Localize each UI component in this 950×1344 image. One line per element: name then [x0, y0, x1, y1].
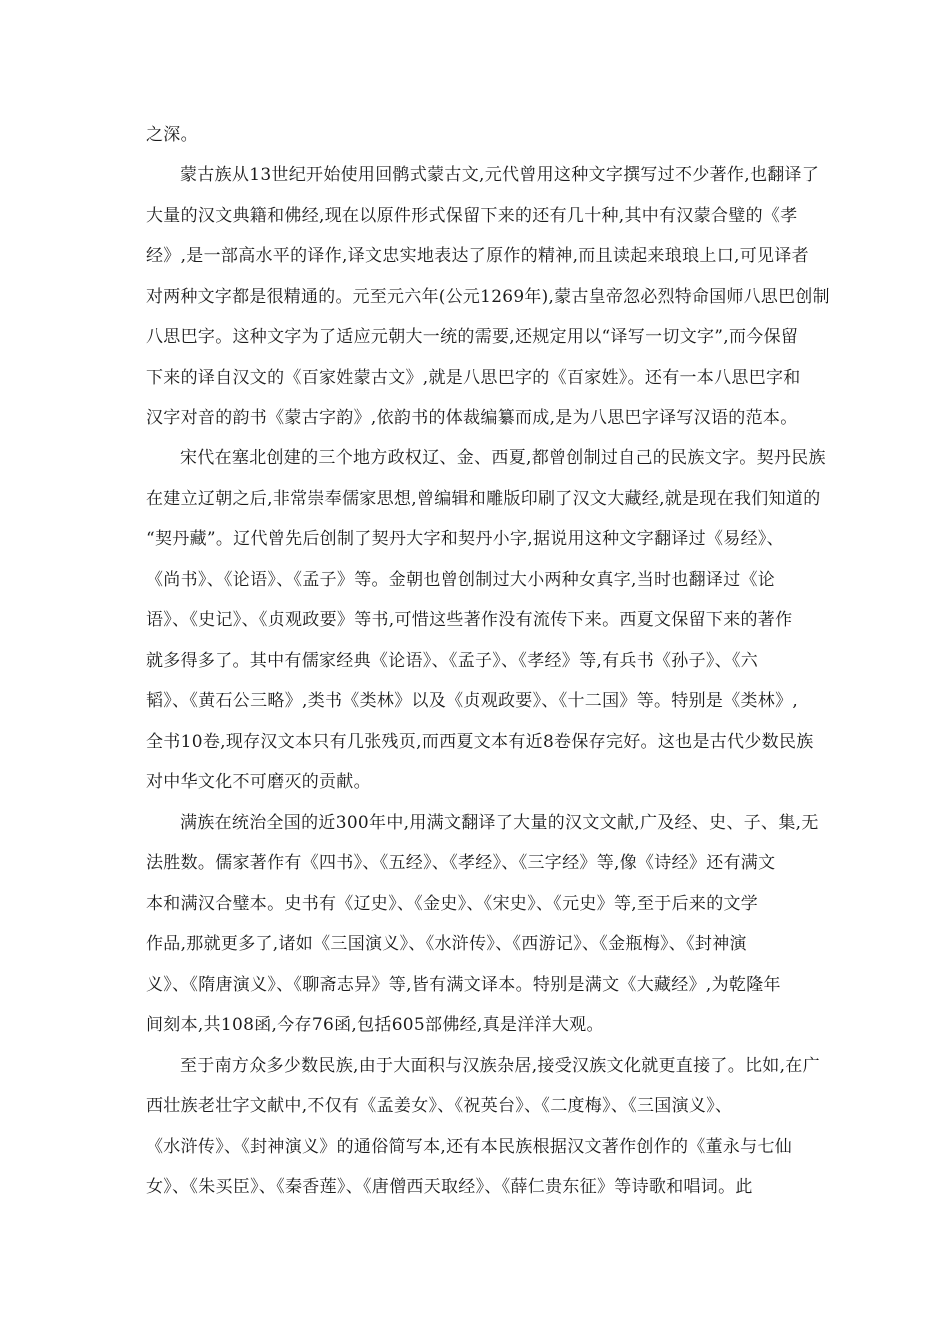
text-line: 《尚书》、《论语》、《孟子》等。金朝也曾创制过大小两种女真字,当时也翻译过《论 — [146, 570, 776, 590]
text-line: 在建立辽朝之后,非常崇奉儒家思想,曾编辑和雕版印刷了汉文大藏经,就是现在我们知道的 — [146, 489, 821, 509]
text-line: 汉字对音的韵书《蒙古字韵》,依韵书的体裁编纂而成,是为八思巴字译写汉语的范本。 — [146, 408, 798, 428]
text-line: 下来的译自汉文的《百家姓蒙古文》,就是八思巴字的《百家姓》。还有一本八思巴字和 — [146, 368, 801, 388]
text-line: 语》、《史记》、《贞观政要》等书,可惜这些著作没有流传下来。西夏文保留下来的著作 — [146, 610, 793, 630]
text-line: 本和满汉合璧本。史书有《辽史》、《金史》、《宋史》、《元史》等,至于后来的文学 — [146, 894, 759, 914]
paragraph-start-line: 至于南方众多少数民族,由于大面积与汉族杂居,接受汉族文化就更直接了。比如,在广 — [180, 1056, 820, 1076]
text-line: 女》、《朱买臣》、《秦香莲》、《唐僧西天取经》、《薛仁贵东征》等诗歌和唱词。此 — [146, 1177, 753, 1197]
text-line: 间刻本,共108函,今存76函,包括605部佛经,真是洋洋大观。 — [146, 1015, 604, 1035]
text-line: 《水浒传》、《封神演义》的通俗简写本,还有本民族根据汉文著作创作的《董永与七仙 — [146, 1137, 793, 1157]
paragraph-start-line: 宋代在塞北创建的三个地方政权辽、金、西夏,都曾创制过自己的民族文字。契丹民族 — [180, 448, 826, 468]
text-line: 八思巴字。这种文字为了适应元朝大一统的需要,还规定用以“译写一切文字”,而今保留 — [146, 327, 799, 347]
text-line: 就多得多了。其中有儒家经典《论语》、《孟子》、《孝经》等,有兵书《孙子》、《六 — [146, 651, 759, 671]
text-line: 经》,是一部高水平的译作,译文忠实地表达了原作的精神,而且读起来琅琅上口,可见译者 — [146, 246, 809, 266]
text-line: 作品,那就更多了,诸如《三国演义》、《水浒传》、《西游记》、《金瓶梅》、《封神演 — [146, 934, 747, 954]
text-line: “契丹藏”。辽代曾先后创制了契丹大字和契丹小字,据说用这种文字翻译过《易经》、 — [146, 529, 784, 549]
text-line: 对中华文化不可磨灭的贡献。 — [146, 772, 371, 792]
text-line: 大量的汉文典籍和佛经,现在以原件形式保留下来的还有几十种,其中有汉蒙合璧的《孝 — [146, 206, 798, 226]
text-line: 义》、《隋唐演义》、《聊斋志异》等,皆有满文译本。特别是满文《大藏经》,为乾隆年 — [146, 975, 781, 995]
text-line: 西壮族老壮字文献中,不仅有《孟姜女》、《祝英台》、《二度梅》、《三国演义》、 — [146, 1096, 733, 1116]
paragraph-start-line: 蒙古族从13世纪开始使用回鹘式蒙古文,元代曾用这种文字撰写过不少著作,也翻译了 — [180, 165, 820, 185]
paragraph-start-line: 满族在统治全国的近300年中,用满文翻译了大量的汉文文献,广及经、史、子、集,无 — [180, 813, 819, 833]
text-line: 韬》、《黄石公三略》,类书《类林》以及《贞观政要》、《十二国》等。特别是《类林》, — [146, 691, 799, 711]
text-line: 法胜数。儒家著作有《四书》、《五经》、《孝经》、《三字经》等,像《诗经》还有满文 — [146, 853, 776, 873]
text-line: 全书10卷,现存汉文本只有几张残页,而西夏文本有近8卷保存完好。这也是古代少数民族 — [146, 732, 814, 752]
text-line: 之深。 — [146, 125, 198, 145]
text-line: 对两种文字都是很精通的。元至元六年(公元1269年),蒙古皇帝忽必烈特命国师八思巴创制 — [146, 287, 830, 307]
